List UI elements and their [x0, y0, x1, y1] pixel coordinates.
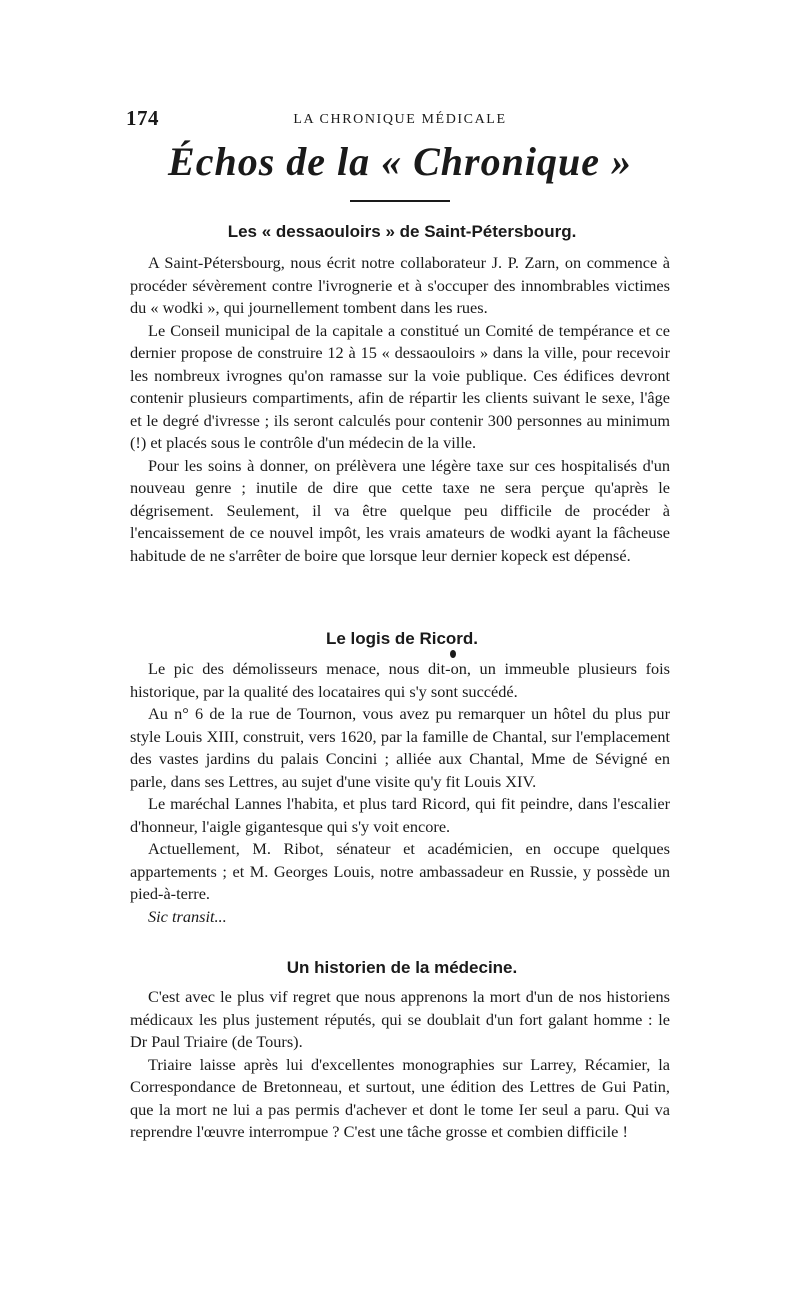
section-body	[130, 252, 670, 567]
paragraph: Le Conseil municipal de la capitale a constitué un Comité de tempérance et ce dernier propose de construire 12 à 15 « dessaouloirs » dans la ville, pour recevoir les nombreux ivrognes qu'on ramasse sur la voie publique. Ces édifices devront contenir plusieurs compartiments, afin de répartir les clients suivant le sexe, l'âge et le degré d'ivresse ; ils seront calculés pour contenir 300 personnes au minimum (!) et placés sous le contrôle d'un médecin de la ville.	[130, 320, 670, 452]
section-body	[130, 986, 670, 1144]
section-heading: Un historien de la médecine.	[286, 958, 518, 977]
paragraph: Au n° 6 de la rue de Tournon, vous avez pu remarquer un hôtel du plus pur style Louis XIII, construit, vers 1620, par la famille de Chantal, sur l'emplacement des vastes jardins du palais Concini ; alliée aux Chantal, Mme de Sévigné en parle, dans ses Lettres, au sujet d'une visite qu'y fit Louis XIV.	[130, 704, 670, 791]
section-heading: Le logis de Ricord.	[325, 629, 479, 648]
paragraph: Le pic des démolisseurs menace, nous dit-on, un immeuble plusieurs fois historique, par la qualité des locataires qui s'y sont succédé.	[130, 659, 670, 701]
page-number: 174	[126, 106, 159, 130]
paragraph: Pour les soins à donner, on prélèvera une légère taxe sur ces hospitalisés d'un nouveau genre ; inutile de dire que cette taxe ne sera perçue qu'après le dégrisement. Seulement, il va être quelque peu difficile de procéder à l'encaissement de ce nouvel impôt, les vrais amateurs de wodki ayant la fâcheuse habitude de ne s'arrêter de boire que lorsque leur dernier kopeck est dépensé.	[130, 455, 670, 565]
paragraph: Triaire laisse après lui d'excellentes monographies sur Larrey, Récamier, la Correspondance de Bretonneau, et surtout, une édition des Lettres de Gui Patin, que la mort ne lui a pas permis d'achever et dont le tome Ier seul a paru. Qui va reprendre l'œuvre interrompue ? C'est une tâche grosse et combien difficile !	[130, 1054, 670, 1141]
paragraph: Sic transit...	[148, 906, 227, 926]
section-heading: Les « dessaouloirs » de Saint-Pétersbourg.	[227, 222, 577, 241]
journal-title: LA CHRONIQUE MÉDICALE	[293, 112, 507, 127]
ink-speck	[450, 650, 456, 658]
section-body	[130, 658, 670, 928]
paragraph: C'est avec le plus vif regret que nous apprenons la mort d'un de nos historiens médicaux les plus justement réputés, qui se doublait d'un fort galant homme : le Dr Paul Triaire (de Tours).	[130, 987, 670, 1051]
running-head	[126, 106, 674, 132]
paragraph: Le maréchal Lannes l'habita, et plus tard Ricord, qui fit peindre, dans l'escalier d'honneur, l'aigle gigantesque qui s'y voit encore.	[130, 794, 670, 836]
title-rule	[350, 200, 450, 202]
paragraph: Actuellement, M. Ribot, sénateur et académicien, en occupe quelques appartements ; et M. Georges Louis, notre ambassadeur en Russie, y possède un pied-à-terre.	[130, 839, 670, 903]
rubric-title: Échos de la « Chronique »	[168, 139, 632, 184]
paragraph: A Saint-Pétersbourg, nous écrit notre collaborateur J. P. Zarn, on commence à procéder sévèrement contre l'ivrognerie et à s'occuper des innombrables victimes du « wodki », qui journellement tombent dans les rues.	[130, 253, 670, 317]
